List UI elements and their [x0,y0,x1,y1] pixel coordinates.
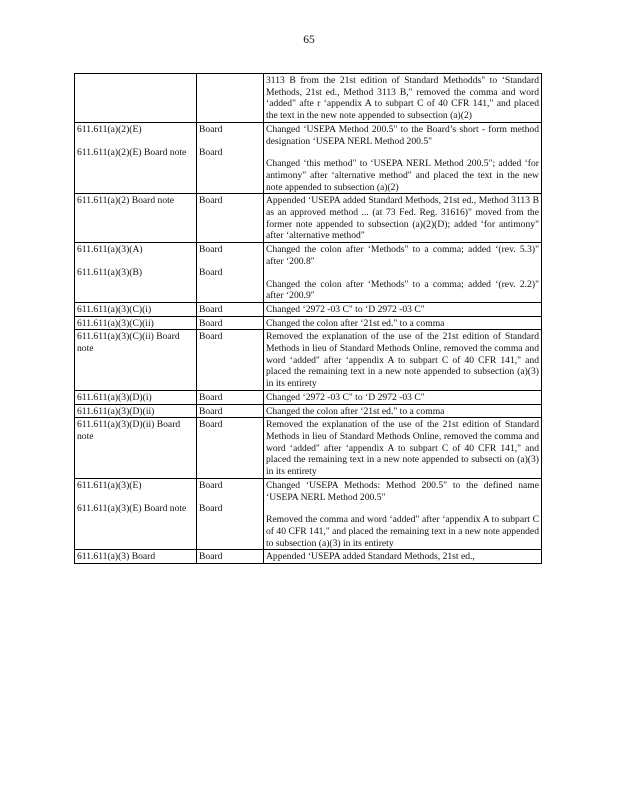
action-text: Changed ‘this method" to ‘USEPA NERL Method 200.5"; added ‘for antimony" after ‘alternative method" and placed the text in the new note appended to subsection (a)(2) [266,158,539,193]
action-cell [264,316,542,330]
source-text: Board [199,195,223,207]
section-text: 611.611(a)(3)(C)(i) [77,303,152,315]
section-cell [75,316,197,330]
table-row [75,550,542,564]
section-text: 611.611(a)(3)(D)(ii) Board note [77,419,181,442]
source-text: Board [199,244,223,256]
table-row [75,418,542,479]
source-cell [197,478,264,550]
source-text: Board [199,303,223,315]
action-text: Changed ‘2972 -03 C" to ‘D 2972 -03 C" [266,303,425,315]
section-text: 611.611(a)(3)(A) [77,244,143,256]
source-cell [197,74,264,123]
section-text: 611.611(a)(2)(E) [77,123,142,135]
section-text: 611.611(a)(3)(C)(ii) Board note [77,331,180,355]
action-text: Removed the comma and word ‘added" after ‘appendix A to subpart C of 40 CFR 141," and placed the remaining text in a new note appended to subsection (a)(3) in its entirety [266,514,539,549]
entry-spacer [77,256,194,267]
source-cell [197,122,264,194]
section-text: 611.611(a)(3)(D)(ii) [77,405,155,417]
action-cell [264,404,542,418]
table-row [75,316,542,330]
section-cell [75,418,197,479]
source-text: Board [199,479,223,491]
table-row [75,330,542,391]
source-text: Board [199,419,223,431]
section-cell [75,330,197,391]
entry-spacer [266,503,539,514]
action-text: Appended ‘USEPA added Standard Methods, 21st ed., Method 3113 B as an approved method ... (at 73 Fed. Reg. 31616)" moved from the former note appended to subsection (a)(2)(D); added ‘for antimony" after ‘alternative method" [266,195,539,242]
section-cell [75,478,197,550]
source-cell [197,302,264,316]
action-cell [264,122,542,194]
table-row [75,390,542,404]
action-text: Changed ‘USEPA Methods: Method 200.5" to the defined name ‘USEPA NERL Method 200.5" [266,479,539,503]
section-text: 611.611(a)(3) Board [77,551,156,563]
action-cell [264,74,542,123]
action-cell [264,302,542,316]
source-cell [197,330,264,391]
source-text: Board [199,502,223,514]
source-cell [197,418,264,479]
section-cell [75,550,197,564]
source-text: Board [199,266,223,278]
action-text: Changed the colon after ‘Methods" to a comma; added ‘(rev. 2.2)" after ‘200.9" [266,278,539,302]
section-cell [75,74,197,123]
section-text: 611.611(a)(3)(C)(ii) [77,317,154,329]
source-text: Board [199,405,223,417]
entry-spacer [77,136,194,147]
section-text: 611.611(a)(2) Board note [77,195,175,207]
action-text: Appended ‘USEPA added Standard Methods, 21st ed., [266,551,475,563]
section-cell [75,390,197,404]
source-cell [197,390,264,404]
action-cell [264,418,542,479]
table-row [75,302,542,316]
source-text: Board [199,391,223,403]
source-cell [197,404,264,418]
source-cell [197,194,264,243]
section-cell [75,194,197,243]
page-number: 65 [303,34,315,46]
action-cell [264,478,542,550]
action-text: Changed the colon after ‘21st ed." to a comma [266,405,445,417]
action-text: Removed the explanation of the use of the 21st edition of Standard Methods in lieu of Standard Methods Online, removed the comma and word ‘added" after ‘appendix A to subpart C of 40 CFR 141," and placed the remaining text in a new note appended to subsection (a)(3) in its entirety [266,331,539,390]
action-cell [264,390,542,404]
source-text: Board [199,123,223,135]
section-text: 611.611(a)(3)(D)(i) [77,391,152,403]
section-cell [75,404,197,418]
action-cell [264,550,542,564]
section-text: 611.611(a)(3)(B) [77,266,143,278]
action-text: Changed the colon after ‘21st ed." to a comma [266,317,445,329]
table-row [75,404,542,418]
action-text: Changed ‘USEPA Method 200.5" to the Board’s short - form method designation ‘USEPA NERL Method 200.5" [266,123,539,147]
entry-spacer [77,492,194,503]
table-row [75,478,542,550]
section-text: 611.611(a)(2)(E) Board note [77,146,187,158]
amendments-table-body [75,74,542,564]
table-row [75,243,542,303]
entry-spacer [199,136,261,147]
entry-spacer [266,147,539,158]
entry-spacer [199,256,261,267]
entry-spacer [266,268,539,279]
source-text: Board [199,331,223,343]
source-cell [197,243,264,303]
section-cell [75,302,197,316]
entry-spacer [199,492,261,503]
source-text: Board [199,551,223,563]
section-text: 611.611(a)(3)(E) [77,479,142,491]
action-cell [264,243,542,303]
table-row [75,194,542,243]
action-cell [264,194,542,243]
action-text: Changed the colon after ‘Methods" to a comma; added ‘(rev. 5.3)" after ‘200.8" [266,244,539,267]
table-row [75,74,542,123]
section-text: 611.611(a)(3)(E) Board note [77,502,187,514]
section-cell [75,243,197,303]
action-text: Changed ‘2972 -03 C" to ‘D 2972 -03 C" [266,391,425,403]
action-text: 3113 B from the 21st edition of Standard Methodds" to ‘Standard Methods, 21st ed., Method 3113 B," removed the comma and word ‘added" afte r ‘appendix A to subpart C of 40 CFR 141," and placed the text in the new note appended to subsection (a)(2) [266,75,539,122]
action-text: Removed the explanation of the use of the 21st edition of Standard Methods in lieu of Standard Methods Online, removed the comma and word ‘added" after ‘appendix A to subpart C of 40 CFR 141," and placed the remaining text in a new note appended to subsecti on (a)(3) in its entirety [266,419,539,478]
section-cell [75,122,197,194]
source-cell [197,550,264,564]
source-text: Board [199,317,223,329]
amendments-table [74,73,542,564]
source-cell [197,316,264,330]
table-row [75,122,542,194]
source-text: Board [199,146,223,158]
action-cell [264,330,542,391]
